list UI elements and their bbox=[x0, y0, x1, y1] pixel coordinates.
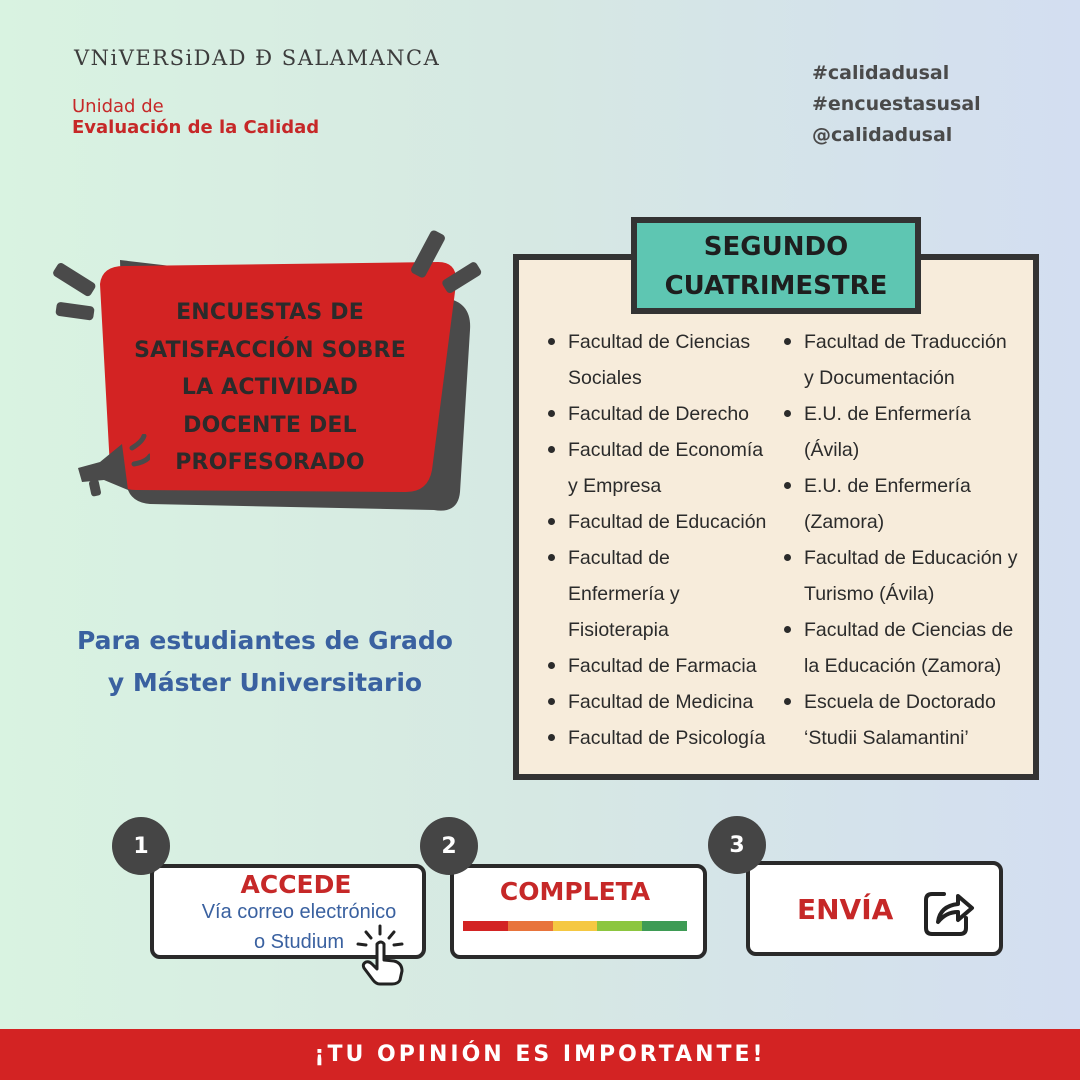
faculty-item: Facultad de Economía y Empresa bbox=[545, 432, 785, 504]
faculty-item: Escuela de Doctorado ‘Studii Salamantini’ bbox=[781, 684, 1036, 756]
step-send-title: ENVÍA bbox=[797, 893, 894, 926]
callout-line: LA ACTIVIDAD bbox=[181, 375, 359, 400]
share-arrow-icon bbox=[920, 884, 976, 940]
handle-calidadusal: @calidadusal bbox=[812, 124, 953, 146]
survey-callout bbox=[40, 222, 500, 522]
audience-line: y Máster Universitario bbox=[107, 668, 423, 697]
faculty-item: Facultad de Ciencias Sociales bbox=[545, 324, 785, 396]
faculty-item: Facultad de Farmacia bbox=[545, 648, 785, 684]
university-logo: VNiVERSiDAD Ð SALAMANCA bbox=[74, 46, 441, 70]
faculty-item: Facultad de Traducción y Documentación bbox=[781, 324, 1036, 396]
semester-line: SEGUNDO bbox=[703, 232, 849, 262]
burst-line-4 bbox=[55, 302, 95, 321]
faculty-item: E.U. de Enfermería (Ávila) bbox=[781, 396, 1036, 468]
callout-line: PROFESORADO bbox=[175, 450, 365, 475]
rating-segment bbox=[553, 921, 598, 931]
rating-segment bbox=[463, 921, 508, 931]
rating-segment bbox=[597, 921, 642, 931]
semester-label bbox=[631, 217, 921, 314]
step-number-3: 3 bbox=[708, 816, 766, 874]
faculty-item: Facultad de Derecho bbox=[545, 396, 785, 432]
burst-line-3 bbox=[52, 262, 97, 298]
faculty-item: Facultad de Medicina bbox=[545, 684, 785, 720]
callout-line: ENCUESTAS DE bbox=[176, 300, 364, 325]
unit-name-line1: Unidad de bbox=[72, 96, 164, 117]
callout-line: SATISFACCIÓN SOBRE bbox=[134, 337, 406, 363]
pointer-click-icon bbox=[350, 924, 414, 986]
step-complete-title: COMPLETA bbox=[499, 877, 651, 906]
hashtag-encuestasusal: #encuestasusal bbox=[812, 93, 981, 115]
faculty-item: Facultad de Psicología bbox=[545, 720, 785, 756]
faculties-list-left bbox=[545, 324, 785, 756]
hashtag-calidadusal: #calidadusal bbox=[812, 62, 950, 84]
faculty-item: Facultad de Educación y Turismo (Ávila) bbox=[781, 540, 1036, 612]
faculties-list-right bbox=[781, 324, 1036, 756]
faculty-item: Facultad de Educación bbox=[545, 504, 785, 540]
step-number-1: 1 bbox=[112, 817, 170, 875]
semester-line: CUATRIMESTRE bbox=[664, 271, 888, 301]
audience-text bbox=[50, 620, 480, 704]
step-access-subtitle: Vía correo electrónico o Studium bbox=[201, 901, 397, 953]
faculty-item: Facultad de Enfermería y Fisioterapia bbox=[545, 540, 785, 648]
footer-banner: ¡TU OPINIÓN ES IMPORTANTE! bbox=[0, 1029, 1080, 1080]
step-number-2: 2 bbox=[420, 817, 478, 875]
audience-line: Para estudiantes de Grado bbox=[77, 626, 453, 655]
hashtags bbox=[812, 58, 981, 151]
faculty-item: E.U. de Enfermería (Zamora) bbox=[781, 468, 1036, 540]
callout-title bbox=[130, 294, 410, 482]
faculty-item: Facultad de Ciencias de la Educación (Zamora) bbox=[781, 612, 1036, 684]
rating-segment bbox=[508, 921, 553, 931]
step-access-title: ACCEDE bbox=[240, 870, 352, 899]
unit-name-line2: Evaluación de la Calidad bbox=[72, 117, 320, 138]
rating-scale-bar bbox=[463, 921, 687, 931]
rating-segment bbox=[642, 921, 687, 931]
callout-line: DOCENTE DEL bbox=[183, 412, 357, 438]
